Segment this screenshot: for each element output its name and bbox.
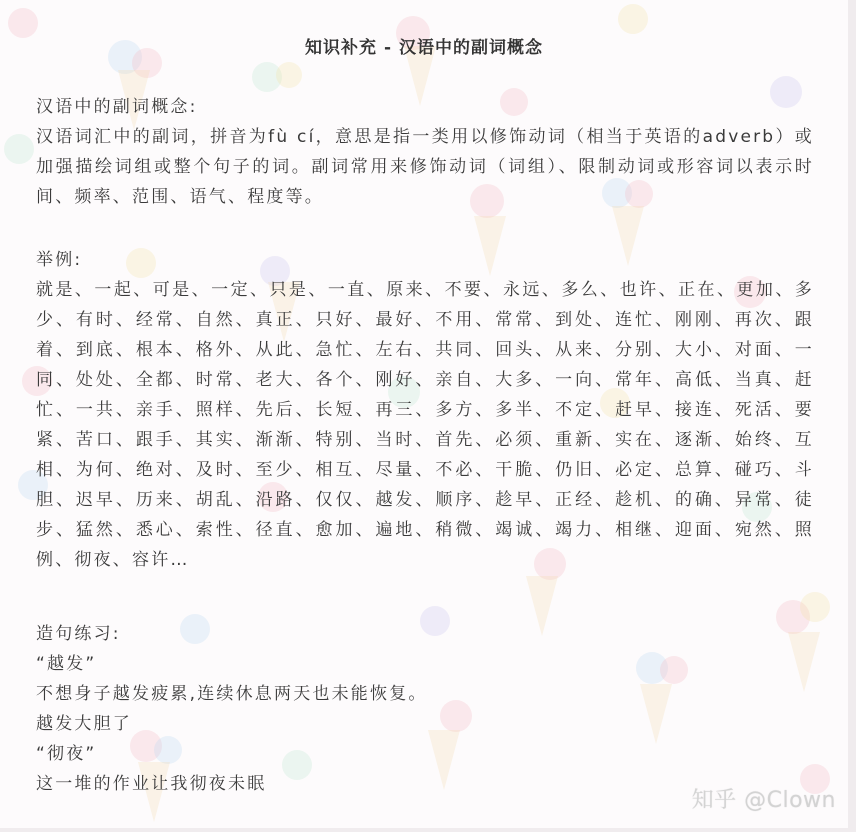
practice-line: 越发大胆了 <box>36 714 132 734</box>
zhihu-watermark: 知乎 @Clown <box>691 788 836 813</box>
practice-heading: 造句练习: <box>36 624 121 644</box>
definition-body: 汉语词汇中的副词，拼音为fù cí，意思是指一类用以修饰动词（相当于英语的adverb）或加强描绘词组或整个句子的词。副词常用来修饰动词（词组）、限制动词或形容词以表示时间、频率、范围、语气、程度等。 <box>36 127 814 207</box>
practice-line: “彻夜” <box>36 744 97 764</box>
definition-heading: 汉语中的副词概念: <box>36 97 198 117</box>
page-title: 知识补充 - 汉语中的副词概念 <box>305 38 543 58</box>
definition-section <box>36 92 814 212</box>
practice-line: 这一堆的作业让我彻夜未眠 <box>36 774 267 794</box>
practice-line: 不想身子越发疲累,连续休息两天也未能恢复。 <box>36 684 428 704</box>
practice-section <box>36 619 814 799</box>
examples-heading: 举例: <box>36 250 83 270</box>
practice-line: “越发” <box>36 654 97 674</box>
examples-body: 就是、一起、可是、一定、只是、一直、原来、不要、永远、多么、也许、正在、更加、多少、有时、经常、自然、真正、只好、最好、不用、常常、到处、连忙、刚刚、再次、跟着、到底、根本、格外、从此、急忙、左右、共同、回头、从来、分别、大小、对面、一同、处处、全都、时常、老大、各个、刚好、亲自、大多、一向、常年、高低、当真、赶忙、一共、亲手、照样、先后、长短、再三、多方、多半、不定、赶早、接连、死活、要紧、苦口、跟手、其实、渐渐、特别、当时、首先、必须、重新、实在、逐渐、始终、互相、为何、绝对、及时、至少、相互、尽量、不必、干脆、仍旧、必定、总算、碰巧、斗胆、迟早、历来、胡乱、沿路、仅仅、越发、顺序、趁早、正经、趁机、的确、异常、徒步、猛然、悉心、索性、径直、愈加、遍地、稍微、竭诚、竭力、相继、迎面、宛然、照例、彻夜、容许… <box>36 280 814 570</box>
examples-section <box>36 245 814 575</box>
